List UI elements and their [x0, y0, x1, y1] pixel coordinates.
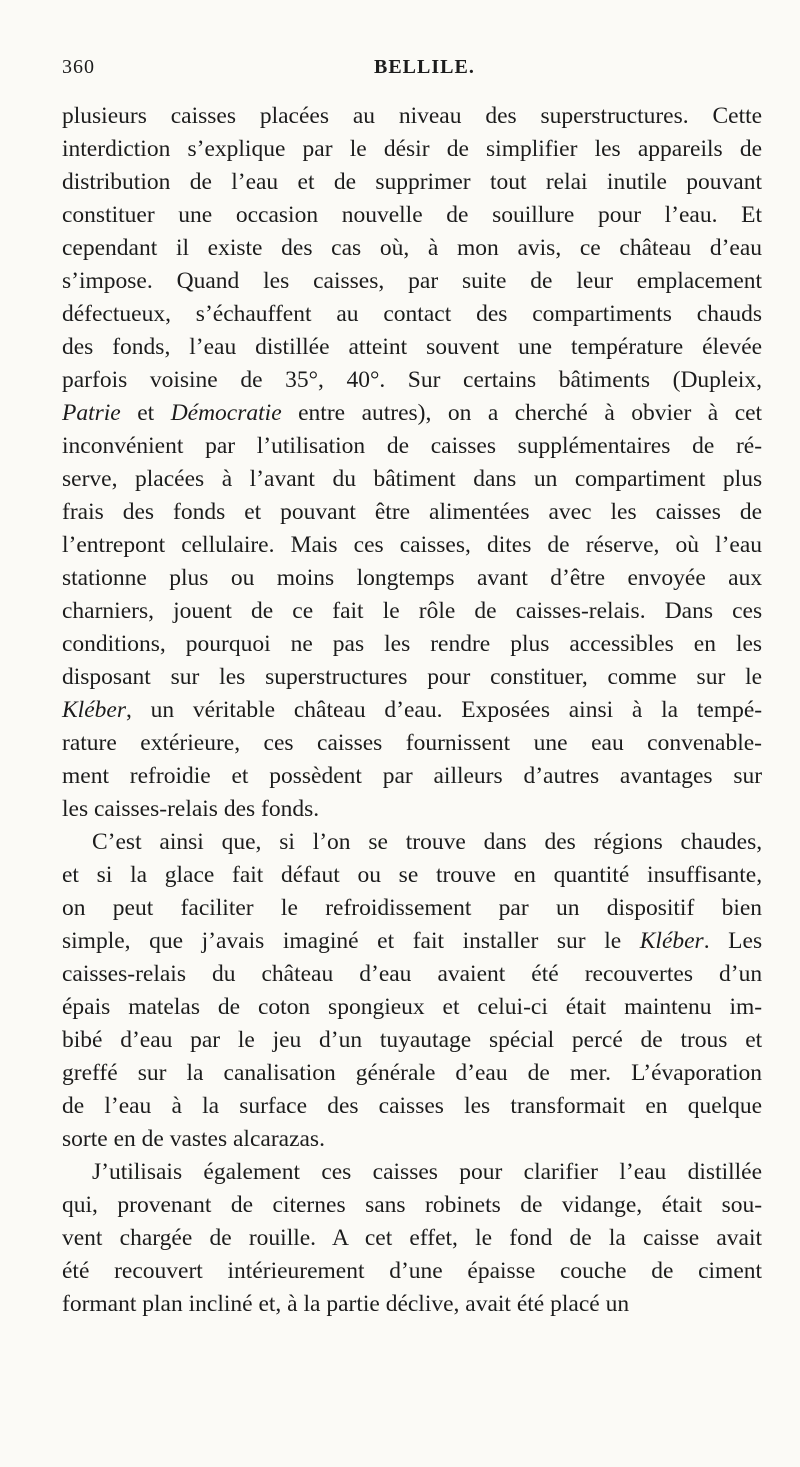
- text-line: on peut faciliter le refroidissement par un dispositif bien: [62, 895, 763, 921]
- text-line: Kléber, un véritable château d’eau. Exposées ainsi à la tempé-: [62, 697, 763, 723]
- paragraph: [62, 1156, 762, 1321]
- text-line: vent chargée de rouille. A cet effet, le fond de la caisse avait: [62, 1225, 763, 1251]
- text-line: parfois voisine de 35°, 40°. Sur certains bâtiments (Dupleix,: [62, 367, 763, 393]
- text-line: rature extérieure, ces caisses fournissent une eau convenable-: [62, 730, 762, 756]
- text-line: disposant sur les superstructures pour constituer, comme sur le: [62, 664, 763, 690]
- text-line: cependant il existe des cas où, à mon avis, ce château d’eau: [62, 235, 763, 261]
- text-line: Patrie et Démocratie entre autres), on a cherché à obvier à cet: [62, 400, 763, 426]
- text-line: simple, que j’avais imaginé et fait installer sur le Kléber. Les: [62, 928, 763, 954]
- text-line: conditions, pourquoi ne pas les rendre plus accessibles en les: [62, 631, 763, 657]
- text-line: de l’eau à la surface des caisses les transformait en quelque: [62, 1093, 763, 1119]
- text-line: inconvénient par l’utilisation de caisses supplémentaires de ré-: [62, 433, 763, 459]
- text-line: les caisses-relais des fonds.: [62, 796, 320, 822]
- text-line: bibé d’eau par le jeu d’un tuyautage spécial percé de trous et: [62, 1027, 763, 1053]
- paragraph: [62, 826, 762, 1156]
- text-line: caisses-relais du château d’eau avaient été recouvertes d’un: [62, 961, 763, 987]
- text-line: distribution de l’eau et de supprimer tout relai inutile pouvant: [62, 169, 763, 195]
- text-line: constituer une occasion nouvelle de souillure pour l’eau. Et: [62, 202, 762, 228]
- page-header: [62, 56, 738, 86]
- text-line: défectueux, s’échauffent au contact des compartiments chauds: [62, 301, 763, 327]
- text-line: stationne plus ou moins longtemps avant d’être envoyée aux: [62, 565, 763, 591]
- text-line: sorte en de vastes alcarazas.: [62, 1126, 325, 1152]
- running-head: BELLILE.: [374, 56, 475, 78]
- text-line: ment refroidie et possèdent par ailleurs d’autres avantages sur: [62, 763, 763, 789]
- text-line: serve, placées à l’avant du bâtiment dans un compartiment plus: [62, 466, 763, 492]
- text-line: charniers, jouent de ce fait le rôle de caisses-relais. Dans ces: [62, 598, 763, 624]
- text-line: été recouvert intérieurement d’une épaisse couche de ciment: [62, 1258, 763, 1284]
- text-line: des fonds, l’eau distillée atteint souvent une température élevée: [62, 334, 763, 360]
- paragraph: [62, 100, 762, 826]
- text-line: interdiction s’explique par le désir de simplifier les appareils de: [62, 136, 762, 162]
- text-line: qui, provenant de citernes sans robinets de vidange, était sou-: [62, 1192, 763, 1218]
- text-line: frais des fonds et pouvant être alimentées avec les caisses de: [62, 499, 763, 525]
- text-line: J’utilisais également ces caisses pour clarifier l’eau distillée: [92, 1159, 763, 1185]
- text-line: s’impose. Quand les caisses, par suite de leur emplacement: [62, 268, 763, 294]
- body-text: [62, 100, 762, 1321]
- text-line: plusieurs caisses placées au niveau des superstructures. Cette: [62, 103, 763, 129]
- text-line: l’entrepont cellulaire. Mais ces caisses, dites de réserve, où l’eau: [62, 532, 763, 558]
- text-line: C’est ainsi que, si l’on se trouve dans des régions chaudes,: [92, 829, 763, 855]
- text-line: et si la glace fait défaut ou se trouve en quantité insuffisante,: [62, 862, 763, 888]
- page-number: 360: [62, 56, 95, 78]
- text-line: épais matelas de coton spongieux et celui-ci était maintenu im-: [62, 994, 763, 1020]
- text-line: greffé sur la canalisation générale d’eau de mer. L’évaporation: [62, 1060, 763, 1086]
- text-line: formant plan incliné et, à la partie déclive, avait été placé un: [62, 1291, 630, 1317]
